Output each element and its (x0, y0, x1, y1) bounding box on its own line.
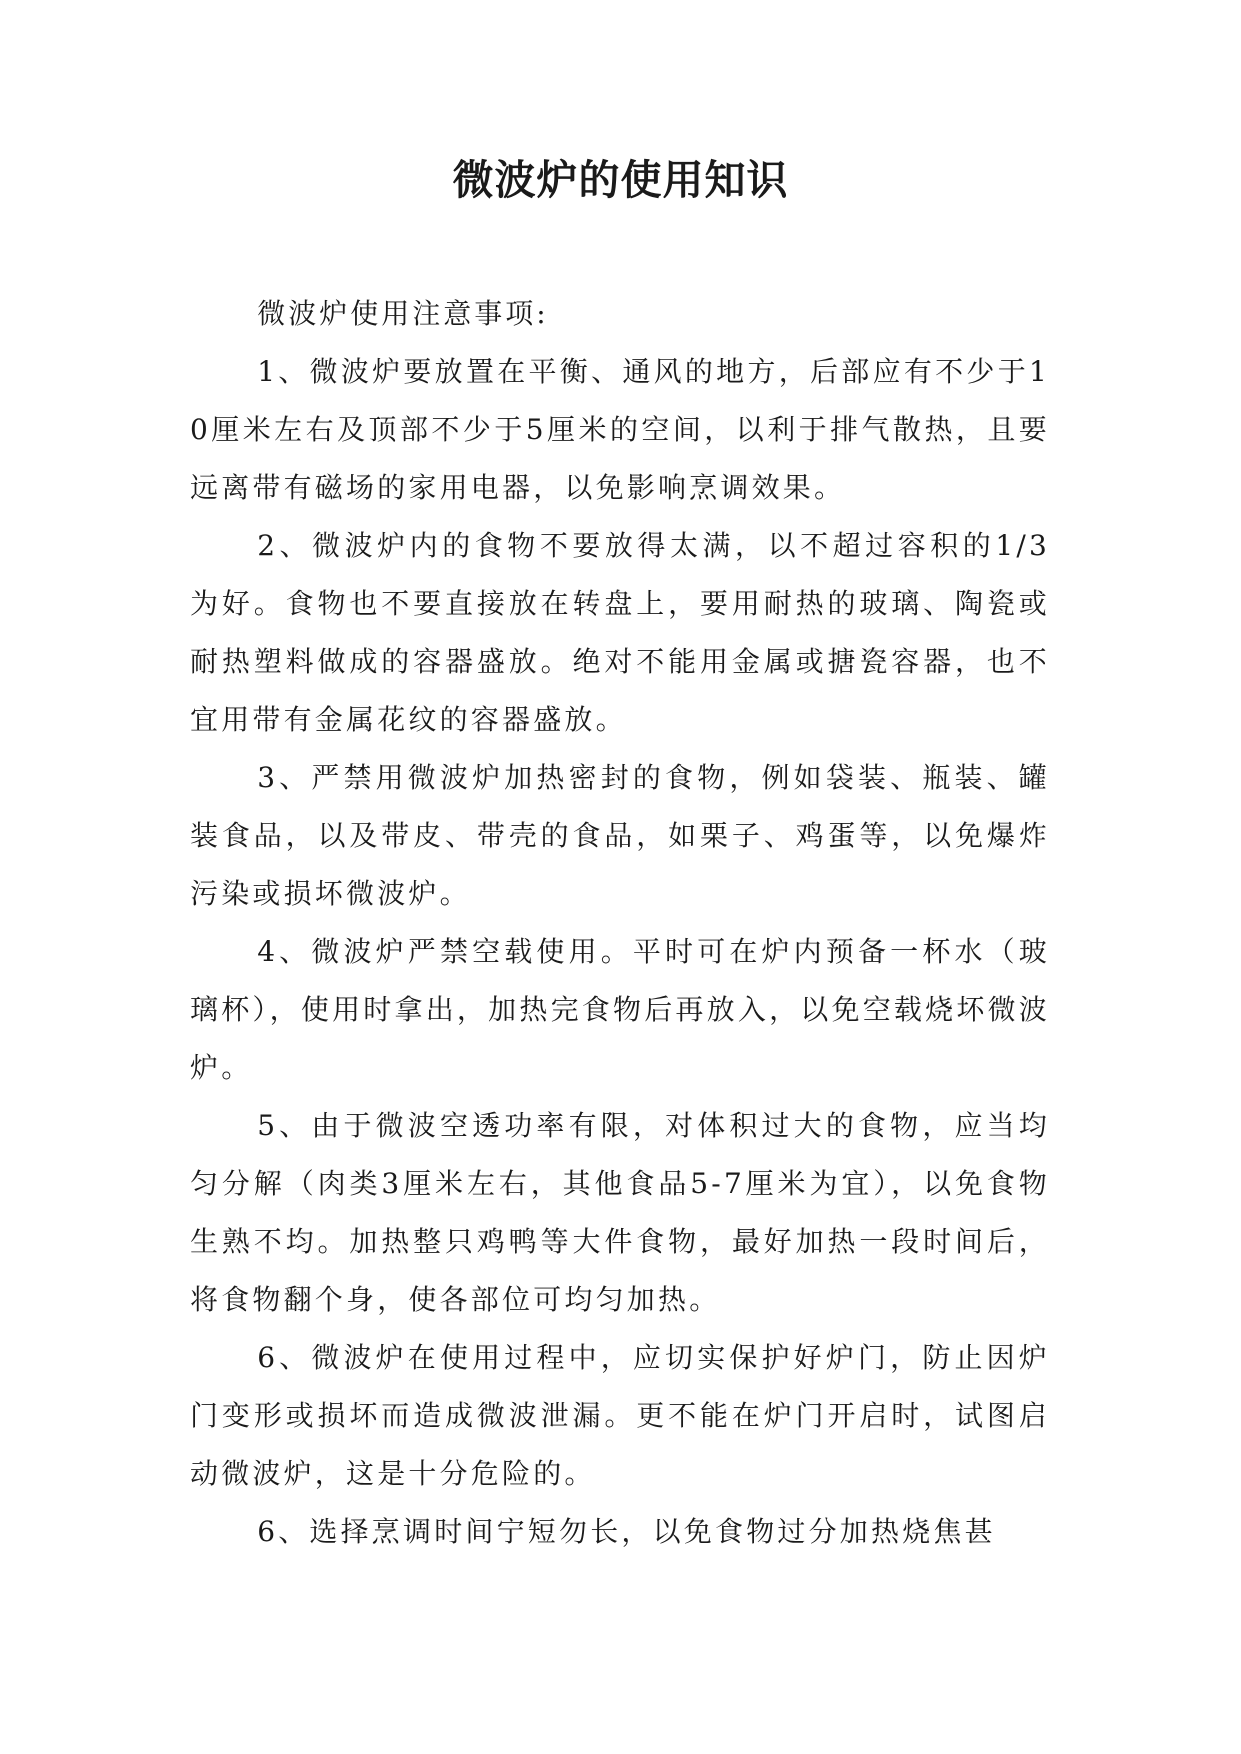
paragraph-4: 4、微波炉严禁空载使用。平时可在炉内预备一杯水（玻璃杯），使用时拿出，加热完食物后再放入，以免空载烧坏微波炉。 (190, 935, 1050, 1084)
paragraph-3: 3、严禁用微波炉加热密封的食物，例如袋装、瓶装、罐装食品，以及带皮、带壳的食品，如栗子、鸡蛋等，以免爆炸污染或损坏微波炉。 (190, 761, 1050, 910)
document-title: 微波炉的使用知识 (452, 156, 789, 204)
paragraph-7: 6、选择烹调时间宁短勿长，以免食物过分加热烧焦甚 (257, 1515, 996, 1548)
document-body (190, 285, 1050, 1561)
paragraph-2: 2、微波炉内的食物不要放得太满，以不超过容积的1/3为好。食物也不要直接放在转盘上，要用耐热的玻璃、陶瓷或耐热塑料做成的容器盛放。绝对不能用金属或搪瓷容器，也不宜用带有金属花纹的容器盛放。 (190, 529, 1050, 736)
paragraph-6: 6、微波炉在使用过程中，应切实保护好炉门，防止因炉门变形或损坏而造成微波泄漏。更不能在炉门开启时，试图启动微波炉，这是十分危险的。 (190, 1341, 1050, 1490)
paragraph-5: 5、由于微波空透功率有限，对体积过大的食物，应当均匀分解（肉类3厘米左右，其他食品5-7厘米为宜），以免食物生熟不均。加热整只鸡鸭等大件食物，最好加热一段时间后，将食物翻个身，使各部位可均匀加热。 (190, 1109, 1050, 1316)
paragraph-1: 1、微波炉要放置在平衡、通风的地方，后部应有不少于10厘米左右及顶部不少于5厘米的空间，以利于排气散热，且要远离带有磁场的家用电器，以免影响烹调效果。 (190, 355, 1050, 504)
intro-heading: 微波炉使用注意事项: (257, 297, 549, 330)
